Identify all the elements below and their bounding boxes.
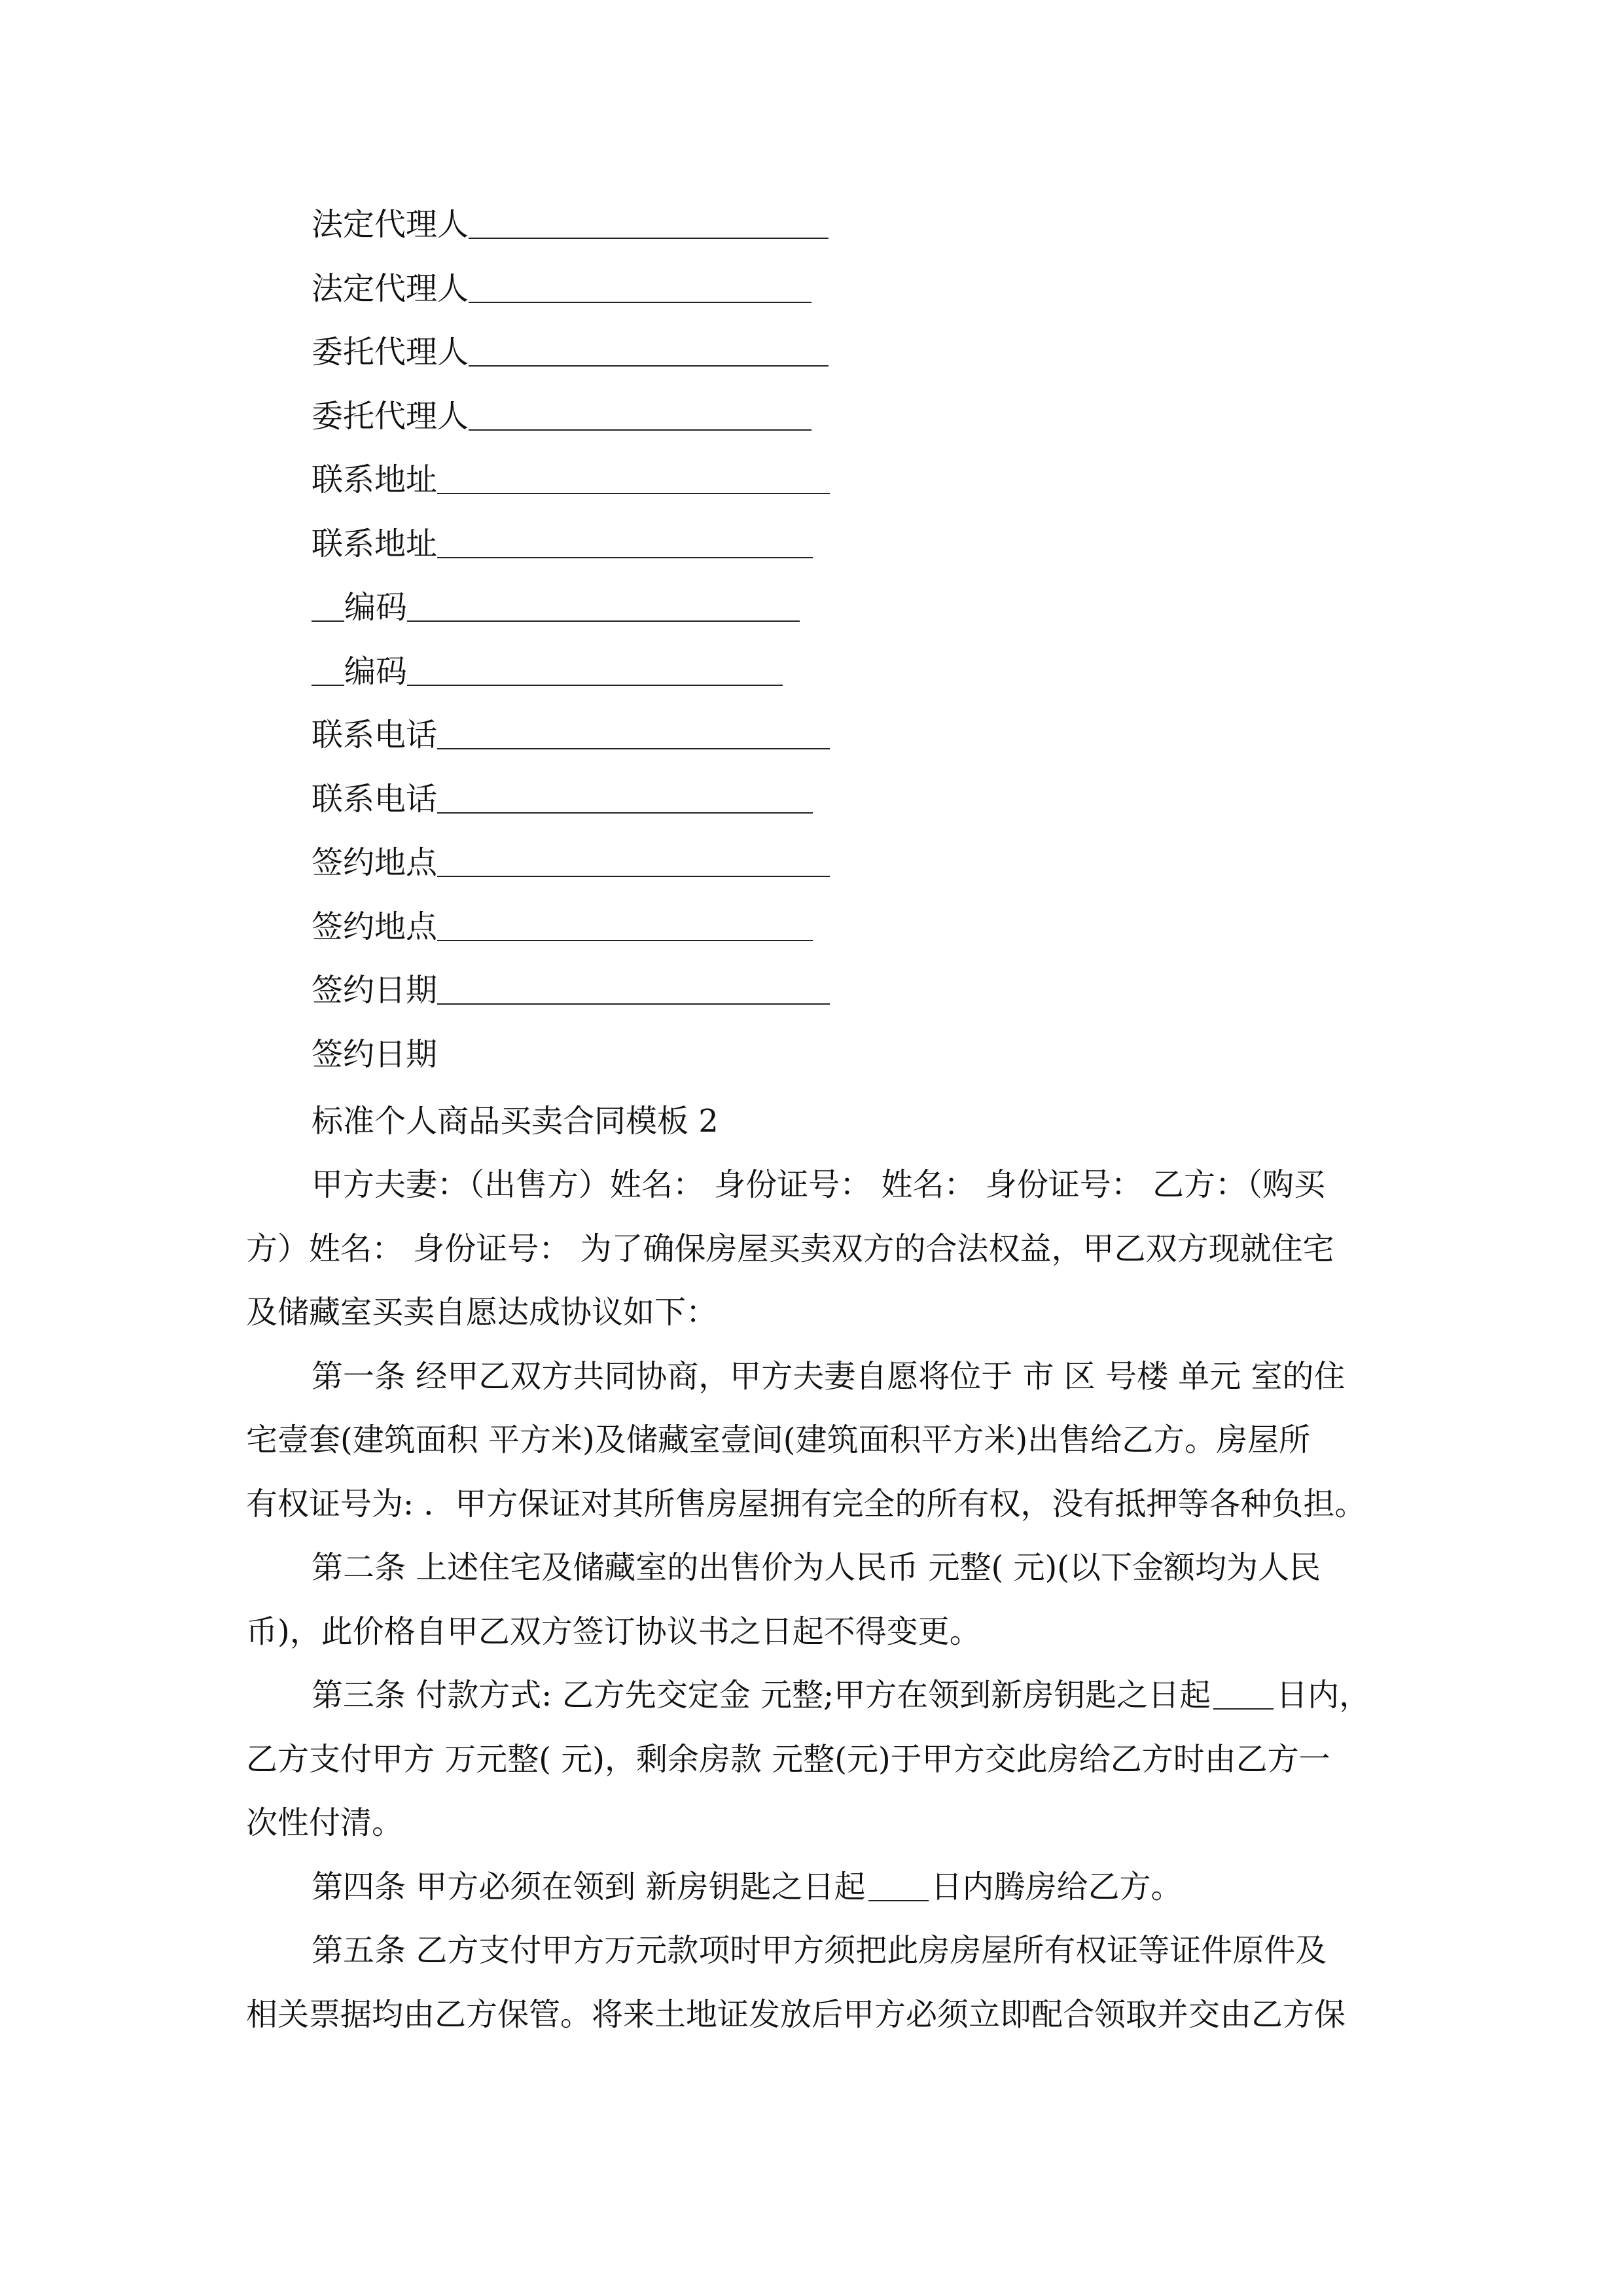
body-line: 宅壹套(建筑面积 平方米)及储藏室壹间(建筑面积平方米)出售给乙方。房屋所 (246, 1422, 1311, 1458)
body-line: 及储藏室买卖自愿达成协议如下： (246, 1294, 718, 1331)
fill-in-blank (437, 557, 813, 558)
body-text: 日内腾房给乙方。 (931, 1869, 1183, 1905)
section-title: 标准个人商品买卖合同模板 2 (312, 1103, 719, 1139)
field-label: 委托代理人 (312, 398, 469, 435)
leading-blank (312, 620, 344, 622)
field-label: 签约日期 (312, 1036, 438, 1073)
fill-in-blank (407, 620, 800, 622)
leading-blank (312, 685, 344, 686)
body-line: 第五条 乙方支付甲方万元款项时甲方须把此房房屋所有权证等证件原件及 (312, 1932, 1327, 1969)
body-text: 第三条 付款方式: 乙方先交定金 元整;甲方在领到新房钥匙之日起 (312, 1677, 1211, 1713)
fill-in-blank (437, 493, 830, 494)
field-legal-representative-a (312, 205, 829, 244)
field-label: 法定代理人 (312, 270, 469, 307)
body-text: 日内， (1276, 1677, 1371, 1713)
field-label: 签约地点 (312, 908, 438, 945)
fill-in-blank (1213, 1708, 1274, 1710)
field-contact-phone-a (312, 715, 830, 755)
fill-in-blank (469, 238, 829, 239)
body-line: 甲方夫妻：（出售方）姓名： 身份证号： 姓名： 身份证号： 乙方：（购买 (312, 1166, 1326, 1203)
body-text: 第四条 甲方必须在领到 新房钥匙之日起 (312, 1869, 866, 1905)
field-authorized-agent-a (312, 332, 829, 372)
field-label: 签约地点 (312, 844, 438, 881)
field-label: 编码 (344, 653, 408, 690)
field-authorized-agent-b (312, 397, 812, 436)
fill-in-blank (868, 1900, 929, 1901)
field-signing-date-a (312, 971, 830, 1010)
field-label: 联系地址 (312, 526, 438, 562)
fill-in-blank (437, 812, 813, 814)
field-contact-address-b (312, 524, 813, 564)
body-line: 相关票据均由乙方保管。将来土地证发放后甲方必须立即配合领取并交由乙方保 (246, 1996, 1346, 2033)
body-line-with-blank (312, 1676, 1370, 1715)
fill-in-blank (469, 365, 829, 367)
body-line: 有权证号为: ．甲方保证对其所售房屋拥有完全的所有权，没有抵押等各种负担。 (246, 1486, 1366, 1522)
field-contact-address-a (312, 460, 830, 499)
field-label: 签约日期 (312, 972, 438, 1009)
fill-in-blank (407, 685, 783, 686)
fill-in-blank (437, 876, 830, 877)
field-postal-code-a (312, 588, 800, 627)
field-label: 联系电话 (312, 717, 438, 753)
body-line-with-blank (312, 1867, 1183, 1907)
body-line: 次性付清。 (246, 1804, 404, 1841)
body-line: 币)，此价格自甲乙双方签订协议书之日起不得变更。 (246, 1613, 981, 1650)
field-signing-date-b (312, 1035, 437, 1074)
body-line: 第一条 经甲乙双方共同协商，甲方夫妻自愿将位于 市 区 号楼 单元 室的住 (312, 1358, 1346, 1395)
field-postal-code-b (312, 652, 783, 691)
field-label: 委托代理人 (312, 334, 469, 370)
field-label: 联系电话 (312, 781, 438, 817)
field-label: 法定代理人 (312, 206, 469, 243)
fill-in-blank (469, 429, 812, 431)
fill-in-blank (437, 748, 830, 749)
body-line: 乙方支付甲方 万元整( 元)，剩余房款 元整(元)于甲方交此房给乙方时由乙方一 (246, 1741, 1330, 1778)
field-label: 编码 (344, 589, 408, 626)
body-line: 第二条 上述住宅及储藏室的出售价为人民币 元整( 元)(以下金额均为人民 (312, 1549, 1321, 1586)
fill-in-blank (437, 940, 813, 941)
body-line: 方）姓名： 身份证号： 为了确保房屋买卖双方的合法权益，甲乙双方现就住宅 (246, 1230, 1334, 1267)
fill-in-blank (469, 302, 812, 303)
field-legal-representative-b (312, 269, 812, 308)
field-signing-place-b (312, 907, 813, 946)
field-label: 联系地址 (312, 461, 438, 498)
field-signing-place-a (312, 843, 830, 882)
field-contact-phone-b (312, 780, 813, 819)
fill-in-blank (437, 1003, 830, 1005)
